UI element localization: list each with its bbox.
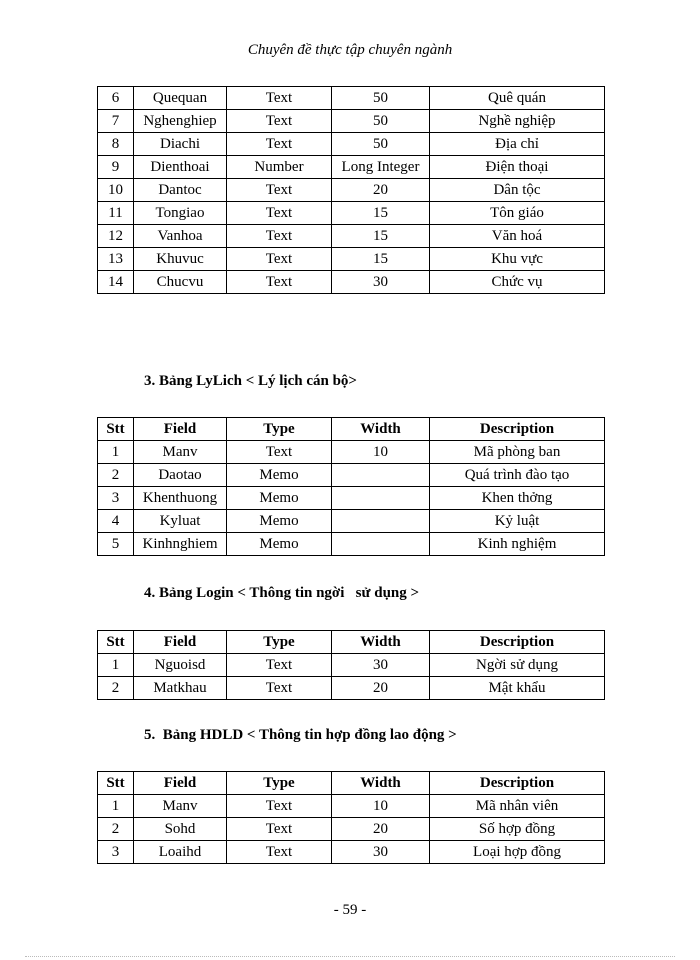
table-header-row (98, 418, 605, 441)
cell-width: 30 (332, 271, 430, 294)
cell-stt: 14 (98, 271, 134, 294)
cell-width (332, 533, 430, 556)
column-header-type: Type (227, 631, 332, 654)
login-table (97, 630, 605, 700)
cell-stt: 2 (98, 464, 134, 487)
table-row (98, 179, 605, 202)
cell-type: Memo (227, 464, 332, 487)
table-row (98, 202, 605, 225)
cell-type: Memo (227, 533, 332, 556)
cell-stt: 8 (98, 133, 134, 156)
cell-stt: 2 (98, 818, 134, 841)
column-header-width: Width (332, 418, 430, 441)
table-header-row (98, 772, 605, 795)
cell-stt: 3 (98, 841, 134, 864)
page-bottom-divider (25, 956, 675, 957)
page-number: - 59 - (333, 902, 367, 918)
cell-width: Long Integer (332, 156, 430, 179)
cell-field: Kyluat (134, 510, 227, 533)
cell-description: Quá trình đào tạo (430, 464, 605, 487)
column-header-field: Field (134, 418, 227, 441)
cell-description: Chức vụ (430, 271, 605, 294)
column-header-width: Width (332, 772, 430, 795)
cell-field: Matkhau (134, 677, 227, 700)
cell-description: Địa chỉ (430, 133, 605, 156)
cell-field: Kinhnghiem (134, 533, 227, 556)
column-header-description: Description (430, 418, 605, 441)
cell-type: Memo (227, 487, 332, 510)
section-4-heading: 4. Bảng Login < Thông tin ngời sử dụng > (144, 585, 420, 601)
cell-description: Mã phòng ban (430, 441, 605, 464)
cell-width: 15 (332, 225, 430, 248)
table-row (98, 841, 605, 864)
cell-field: Loaihd (134, 841, 227, 864)
cell-stt: 3 (98, 487, 134, 510)
cell-stt: 4 (98, 510, 134, 533)
lylich-table (97, 417, 605, 556)
cell-description: Khen thởng (430, 487, 605, 510)
cell-field: Quequan (134, 87, 227, 110)
column-header-description: Description (430, 631, 605, 654)
cell-width: 10 (332, 441, 430, 464)
section-5-heading: 5. Bảng HDLD < Thông tin hợp đồng lao động > (144, 727, 457, 743)
cell-type: Text (227, 87, 332, 110)
cell-width: 20 (332, 818, 430, 841)
cell-stt: 5 (98, 533, 134, 556)
lylich-table-body (98, 441, 605, 556)
table-row (98, 795, 605, 818)
table-row (98, 87, 605, 110)
cell-width: 30 (332, 841, 430, 864)
cell-stt: 2 (98, 677, 134, 700)
cell-type: Text (227, 677, 332, 700)
cell-type: Text (227, 841, 332, 864)
table-row (98, 533, 605, 556)
cell-stt: 1 (98, 654, 134, 677)
continued-table-body (98, 87, 605, 294)
login-table-body (98, 654, 605, 700)
table-row (98, 441, 605, 464)
hdld-table-body (98, 795, 605, 864)
column-header-width: Width (332, 631, 430, 654)
cell-stt: 1 (98, 795, 134, 818)
column-header-stt: Stt (98, 631, 134, 654)
section-3-heading: 3. Bảng LyLich < Lý lịch cán bộ> (144, 373, 357, 389)
table-row (98, 156, 605, 179)
table-header-row (98, 631, 605, 654)
continued-table (97, 86, 605, 294)
table-row (98, 464, 605, 487)
cell-description: Mật khẩu (430, 677, 605, 700)
cell-type: Text (227, 441, 332, 464)
cell-stt: 10 (98, 179, 134, 202)
cell-description: Khu vực (430, 248, 605, 271)
cell-width: 30 (332, 654, 430, 677)
cell-field: Diachi (134, 133, 227, 156)
cell-description: Điện thoại (430, 156, 605, 179)
cell-width: 50 (332, 133, 430, 156)
column-header-field: Field (134, 772, 227, 795)
cell-field: Khuvuc (134, 248, 227, 271)
cell-type: Text (227, 179, 332, 202)
column-header-type: Type (227, 772, 332, 795)
cell-description: Kinh nghiệm (430, 533, 605, 556)
cell-type: Text (227, 202, 332, 225)
cell-description: Dân tộc (430, 179, 605, 202)
cell-description: Mã nhân viên (430, 795, 605, 818)
cell-field: Manv (134, 795, 227, 818)
cell-stt: 1 (98, 441, 134, 464)
cell-stt: 9 (98, 156, 134, 179)
cell-width: 15 (332, 248, 430, 271)
column-header-stt: Stt (98, 772, 134, 795)
column-header-field: Field (134, 631, 227, 654)
table-row (98, 818, 605, 841)
page-header: Chuyên đề thực tập chuyên ngành (247, 42, 453, 58)
cell-stt: 13 (98, 248, 134, 271)
cell-field: Manv (134, 441, 227, 464)
cell-type: Text (227, 110, 332, 133)
cell-width: 50 (332, 110, 430, 133)
table-row (98, 110, 605, 133)
cell-field: Tongiao (134, 202, 227, 225)
cell-width: 20 (332, 179, 430, 202)
cell-field: Chucvu (134, 271, 227, 294)
cell-stt: 6 (98, 87, 134, 110)
column-header-stt: Stt (98, 418, 134, 441)
cell-description: Ngời sử dụng (430, 654, 605, 677)
table-row (98, 225, 605, 248)
table-row (98, 271, 605, 294)
cell-type: Text (227, 654, 332, 677)
cell-description: Nghề nghiệp (430, 110, 605, 133)
table-row (98, 654, 605, 677)
cell-width: 10 (332, 795, 430, 818)
column-header-description: Description (430, 772, 605, 795)
cell-description: Số hợp đồng (430, 818, 605, 841)
cell-description: Quê quán (430, 87, 605, 110)
cell-stt: 12 (98, 225, 134, 248)
cell-type: Number (227, 156, 332, 179)
cell-width: 15 (332, 202, 430, 225)
cell-type: Memo (227, 510, 332, 533)
cell-field: Nguoisd (134, 654, 227, 677)
cell-width (332, 464, 430, 487)
cell-field: Dienthoai (134, 156, 227, 179)
hdld-table (97, 771, 605, 864)
cell-type: Text (227, 271, 332, 294)
cell-width: 50 (332, 87, 430, 110)
cell-description: Kỷ luật (430, 510, 605, 533)
cell-description: Tôn giáo (430, 202, 605, 225)
cell-type: Text (227, 795, 332, 818)
cell-width (332, 510, 430, 533)
table-row (98, 487, 605, 510)
cell-field: Khenthuong (134, 487, 227, 510)
cell-stt: 7 (98, 110, 134, 133)
table-row (98, 248, 605, 271)
cell-field: Nghenghiep (134, 110, 227, 133)
cell-width (332, 487, 430, 510)
cell-field: Dantoc (134, 179, 227, 202)
cell-field: Daotao (134, 464, 227, 487)
table-row (98, 677, 605, 700)
table-row (98, 133, 605, 156)
cell-type: Text (227, 818, 332, 841)
table-row (98, 510, 605, 533)
cell-type: Text (227, 225, 332, 248)
cell-description: Loại hợp đồng (430, 841, 605, 864)
cell-field: Vanhoa (134, 225, 227, 248)
cell-width: 20 (332, 677, 430, 700)
cell-type: Text (227, 133, 332, 156)
cell-description: Văn hoá (430, 225, 605, 248)
cell-type: Text (227, 248, 332, 271)
cell-stt: 11 (98, 202, 134, 225)
column-header-type: Type (227, 418, 332, 441)
cell-field: Sohd (134, 818, 227, 841)
